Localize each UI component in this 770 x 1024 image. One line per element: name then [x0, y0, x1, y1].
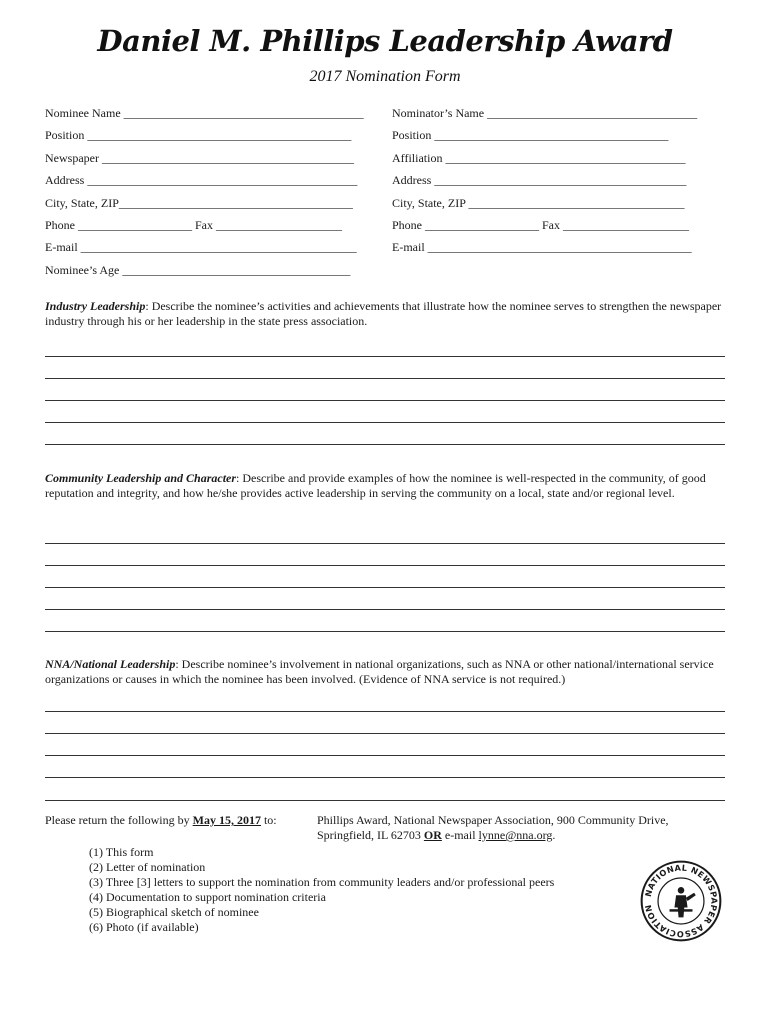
section-text: : Describe and provide examples of how the nominee is well-respected in the community, of good reputation and integrity, and how he/she provides active leadership in serving the community on a local, state and/or regional level. [45, 471, 706, 500]
answer-line[interactable] [45, 777, 725, 778]
section-heading: Community Leadership and Character [45, 471, 237, 485]
list-item: (2) Letter of nomination [89, 860, 206, 874]
seal-text: NATIONAL NEWSPAPER ASSOCIATION [642, 862, 720, 940]
return-instructions [45, 813, 277, 828]
nominator-phone-fax-field[interactable]: Phone ___________________ Fax _____________________ [392, 218, 689, 232]
email-suffix: . [552, 828, 556, 842]
answer-line[interactable] [45, 609, 725, 610]
email-link[interactable]: lynne@nna.org [478, 828, 553, 842]
nominee-email-field[interactable]: E-mail ______________________________________________ [45, 240, 357, 254]
return-prefix: Please return the following by [45, 813, 190, 827]
nominator-address-field[interactable]: Address __________________________________________ [392, 173, 687, 187]
community-leadership-prompt [45, 471, 725, 501]
list-item: (1) This form [89, 845, 154, 859]
section-heading: Industry Leadership [45, 299, 146, 313]
nominator-city-state-zip-field[interactable]: City, State, ZIP ____________________________________ [392, 196, 685, 210]
answer-line[interactable] [45, 733, 725, 734]
answer-line[interactable] [45, 400, 725, 401]
list-item: (3) Three [3] letters to support the nomination from community leaders and/or professional peers [89, 875, 555, 889]
nominator-email-field[interactable]: E-mail ____________________________________________ [392, 240, 692, 254]
nna-seal-logo [640, 860, 722, 942]
nominee-newspaper-field[interactable]: Newspaper __________________________________________ [45, 151, 354, 165]
section-text: : Describe nominee’s involvement in national organizations, such as NNA or other national/international service organizations or causes in which the nominee has been involved. (Evidence of NNA service is not required.) [45, 657, 714, 686]
list-item: (5) Biographical sketch of nominee [89, 905, 259, 919]
nominator-position-field[interactable]: Position _______________________________________ [392, 128, 669, 142]
nominee-age-field[interactable]: Nominee’s Age ______________________________________ [45, 263, 351, 277]
answer-line[interactable] [45, 800, 725, 801]
nominee-phone-fax-field[interactable]: Phone ___________________ Fax _____________________ [45, 218, 342, 232]
answer-line[interactable] [45, 565, 725, 566]
nominator-affiliation-field[interactable]: Affiliation ________________________________________ [392, 151, 686, 165]
list-item: (4) Documentation to support nomination criteria [89, 890, 326, 904]
answer-line[interactable] [45, 631, 725, 632]
nominee-city-state-zip-field[interactable]: City, State, ZIP_______________________________________ [45, 196, 353, 210]
answer-line[interactable] [45, 711, 725, 712]
answer-line[interactable] [45, 543, 725, 544]
address-line-1: Phillips Award, National Newspaper Association, 900 Community Drive, [317, 813, 669, 827]
industry-leadership-prompt [45, 299, 725, 329]
city-zip: Springfield, IL 62703 [317, 828, 421, 842]
address-line-2 [317, 828, 717, 843]
requirements-list [89, 845, 554, 935]
answer-line[interactable] [45, 587, 725, 588]
list-item: (6) Photo (if available) [89, 920, 199, 934]
answer-line[interactable] [45, 755, 725, 756]
section-heading: NNA/National Leadership [45, 657, 176, 671]
or-label: OR [423, 828, 442, 842]
answer-line[interactable] [45, 422, 725, 423]
answer-line[interactable] [45, 444, 725, 445]
nominee-address-field[interactable]: Address _____________________________________________ [45, 173, 358, 187]
award-title: Daniel M. Phillips Leadership Award [97, 24, 673, 58]
return-address [317, 813, 717, 843]
nominee-position-field[interactable]: Position ____________________________________________ [45, 128, 352, 142]
return-suffix: to: [263, 813, 277, 827]
answer-line[interactable] [45, 378, 725, 379]
due-date: May 15, 2017 [192, 813, 261, 827]
section-text: : Describe the nominee’s activities and achievements that illustrate how the nominee serves to strengthen the newspaper industry through his or her leadership in the state press association. [45, 299, 722, 328]
answer-line[interactable] [45, 356, 725, 357]
nominator-name-field[interactable]: Nominator’s Name ___________________________________ [392, 106, 698, 120]
national-leadership-prompt [45, 657, 725, 687]
nominee-name-field[interactable]: Nominee Name ________________________________________ [45, 106, 364, 120]
email-prefix: e-mail [444, 828, 476, 842]
form-subtitle: 2017 Nomination Form [309, 68, 461, 85]
